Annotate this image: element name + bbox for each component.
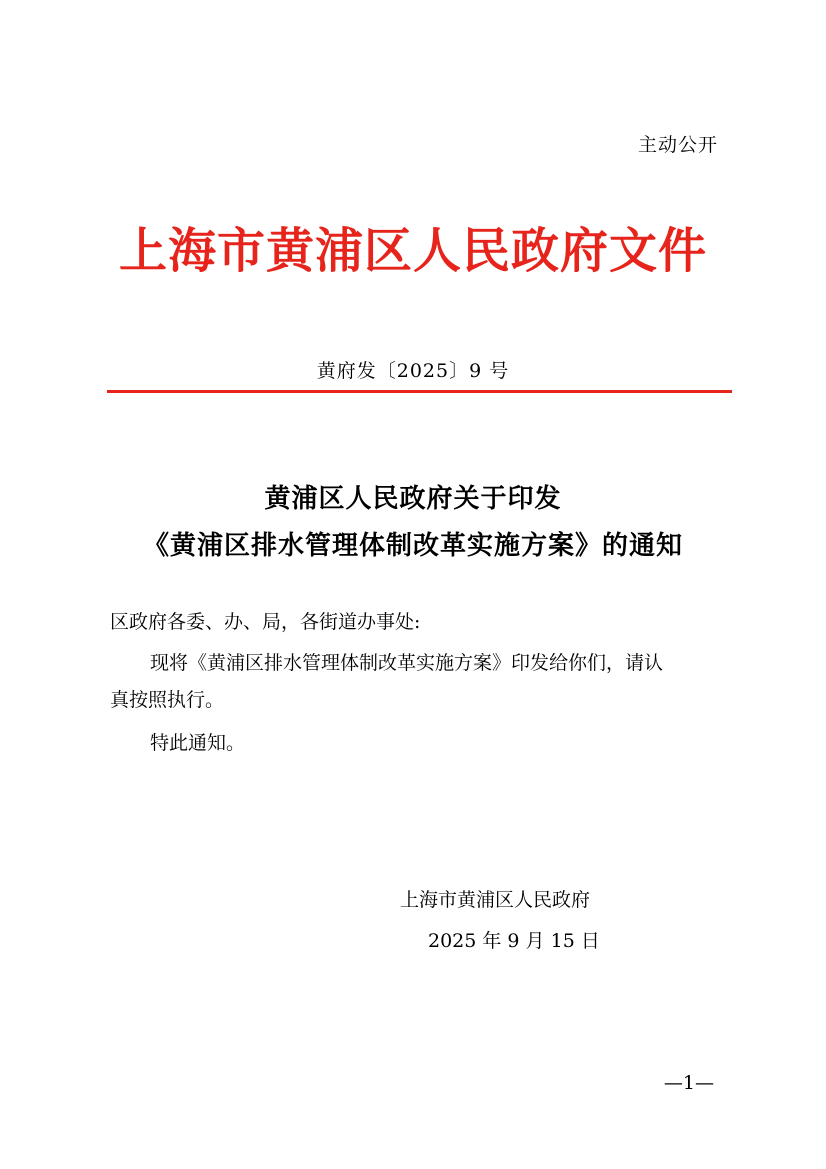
page-number: —1— <box>663 1072 714 1094</box>
document-title-line-1: 黄浦区人民政府关于印发 <box>264 484 562 514</box>
publicity-label: 主动公开 <box>637 134 718 156</box>
body-paragraph-1-line-2: 真按照执行。 <box>110 689 225 711</box>
issue-date: 2025 年 9 月 15 日 <box>428 930 600 952</box>
document-number: 黄府发〔2025〕9 号 <box>316 360 510 382</box>
salutation: 区政府各委、办、局，各街道办事处: <box>110 611 421 633</box>
issuing-authority: 上海市黄浦区人民政府 <box>400 889 591 911</box>
document-masthead: 上海市黄浦区人民政府文件 <box>118 223 707 279</box>
body-paragraph-1-line-1: 现将《黄浦区排水管理体制改革实施方案》印发给你们，请认 <box>150 652 664 674</box>
document-title-line-2: 《黄浦区排水管理体制改革实施方案》的通知 <box>142 531 683 561</box>
body-paragraph-2: 特此通知。 <box>150 732 246 754</box>
red-separator-line <box>107 390 732 393</box>
